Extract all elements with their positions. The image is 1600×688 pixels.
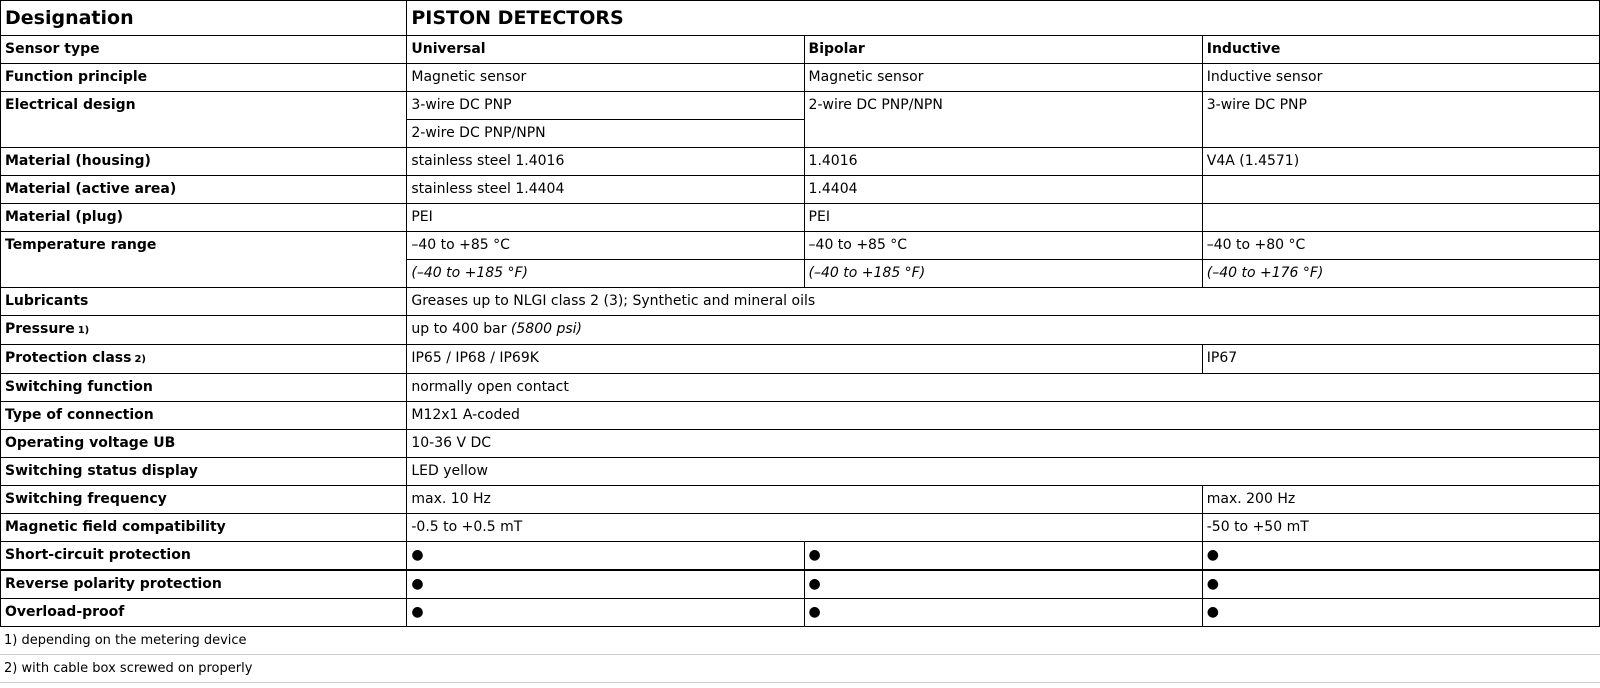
cell-inductive: –40 to +80 °C <box>1202 232 1599 260</box>
product-title: PISTON DETECTORS <box>407 1 1600 36</box>
bullet-mark: ● <box>407 599 804 627</box>
table-row <box>1 288 1600 316</box>
bullet-mark: ● <box>1202 599 1599 627</box>
row-label: Reverse polarity protection <box>1 570 407 599</box>
cell-universal-bipolar: -0.5 to +0.5 mT <box>407 514 1202 542</box>
cell-inductive <box>1202 204 1599 232</box>
cell-inductive: IP67 <box>1202 345 1599 374</box>
row-label: Electrical design <box>1 92 407 148</box>
table-row <box>1 542 1600 571</box>
cell-universal: stainless steel 1.4016 <box>407 148 804 176</box>
column-universal: Universal <box>407 36 804 64</box>
row-label: Sensor type <box>1 36 407 64</box>
bullet-mark: ● <box>804 542 1202 571</box>
table-row <box>1 374 1600 402</box>
row-label-text: Pressure <box>5 321 75 337</box>
cell-bipolar: Magnetic sensor <box>804 64 1202 92</box>
bullet-mark: ● <box>407 570 804 599</box>
table-row <box>1 570 1600 599</box>
row-label: Switching status display <box>1 458 407 486</box>
cell-inductive: -50 to +50 mT <box>1202 514 1599 542</box>
table-row <box>1 316 1600 345</box>
table-row <box>1 176 1600 204</box>
row-label: Material (plug) <box>1 204 407 232</box>
pressure-value: up to 400 bar <box>411 321 507 337</box>
bullet-mark: ● <box>1202 542 1599 571</box>
row-label: Overload-proof <box>1 599 407 627</box>
cell-universal: 3-wire DC PNP <box>407 92 804 120</box>
row-label: Function principle <box>1 64 407 92</box>
cell-universal: (–40 to +185 °F) <box>407 260 804 288</box>
table-row <box>1 430 1600 458</box>
table-row <box>1 232 1600 260</box>
row-label <box>1 316 407 345</box>
header-row <box>1 1 1600 36</box>
column-bipolar: Bipolar <box>804 36 1202 64</box>
row-label-text: Protection class <box>5 350 132 366</box>
row-label: Material (housing) <box>1 148 407 176</box>
cell-bipolar: 1.4016 <box>804 148 1202 176</box>
cell-bipolar: 1.4404 <box>804 176 1202 204</box>
table-row <box>1 402 1600 430</box>
table-row <box>1 64 1600 92</box>
cell-all: 10-36 V DC <box>407 430 1600 458</box>
cell-inductive: max. 200 Hz <box>1202 486 1599 514</box>
row-label: Material (active area) <box>1 176 407 204</box>
table-row <box>1 599 1600 627</box>
row-label: Operating voltage UB <box>1 430 407 458</box>
row-label: Temperature range <box>1 232 407 288</box>
cell-universal: Magnetic sensor <box>407 64 804 92</box>
cell-inductive: Inductive sensor <box>1202 64 1599 92</box>
cell-inductive: 3-wire DC PNP <box>1202 92 1599 148</box>
cell-universal-bipolar: IP65 / IP68 / IP69K <box>407 345 1202 374</box>
cell-bipolar: (–40 to +185 °F) <box>804 260 1202 288</box>
column-inductive: Inductive <box>1202 36 1599 64</box>
table-row <box>1 458 1600 486</box>
bullet-mark: ● <box>804 599 1202 627</box>
cell-all: normally open contact <box>407 374 1600 402</box>
cell-universal: 2-wire DC PNP/NPN <box>407 120 804 148</box>
cell-all: M12x1 A-coded <box>407 402 1600 430</box>
footnote-2: 2) with cable box screwed on properly <box>0 655 1600 683</box>
table-row <box>1 345 1600 374</box>
cell-universal: stainless steel 1.4404 <box>407 176 804 204</box>
pressure-imperial: (5800 psi) <box>510 321 582 337</box>
row-label: Lubricants <box>1 288 407 316</box>
row-label: Magnetic field compatibility <box>1 514 407 542</box>
cell-all: LED yellow <box>407 458 1600 486</box>
bullet-mark: ● <box>407 542 804 571</box>
designation-label: Designation <box>1 1 407 36</box>
row-label: Switching function <box>1 374 407 402</box>
cell-universal: –40 to +85 °C <box>407 232 804 260</box>
cell-all: Greases up to NLGI class 2 (3); Synthetic and mineral oils <box>407 288 1600 316</box>
cell-universal: PEI <box>407 204 804 232</box>
cell-inductive: (–40 to +176 °F) <box>1202 260 1599 288</box>
footnote-1: 1) depending on the metering device <box>0 627 1600 655</box>
footnote-marker: 2) <box>134 354 146 365</box>
table-row <box>1 92 1600 120</box>
table-row <box>1 204 1600 232</box>
row-label: Type of connection <box>1 402 407 430</box>
cell-all <box>407 316 1600 345</box>
cell-universal-bipolar: max. 10 Hz <box>407 486 1202 514</box>
table-row <box>1 148 1600 176</box>
row-label: Short-circuit protection <box>1 542 407 571</box>
table-row <box>1 514 1600 542</box>
bullet-mark: ● <box>1202 570 1599 599</box>
table-row <box>1 486 1600 514</box>
cell-inductive: V4A (1.4571) <box>1202 148 1599 176</box>
cell-bipolar: PEI <box>804 204 1202 232</box>
cell-bipolar: 2-wire DC PNP/NPN <box>804 92 1202 148</box>
cell-bipolar: –40 to +85 °C <box>804 232 1202 260</box>
row-label <box>1 345 407 374</box>
table-row <box>1 36 1600 64</box>
cell-inductive <box>1202 176 1599 204</box>
bullet-mark: ● <box>804 570 1202 599</box>
footnote-marker: 1) <box>77 325 90 336</box>
row-label: Switching frequency <box>1 486 407 514</box>
